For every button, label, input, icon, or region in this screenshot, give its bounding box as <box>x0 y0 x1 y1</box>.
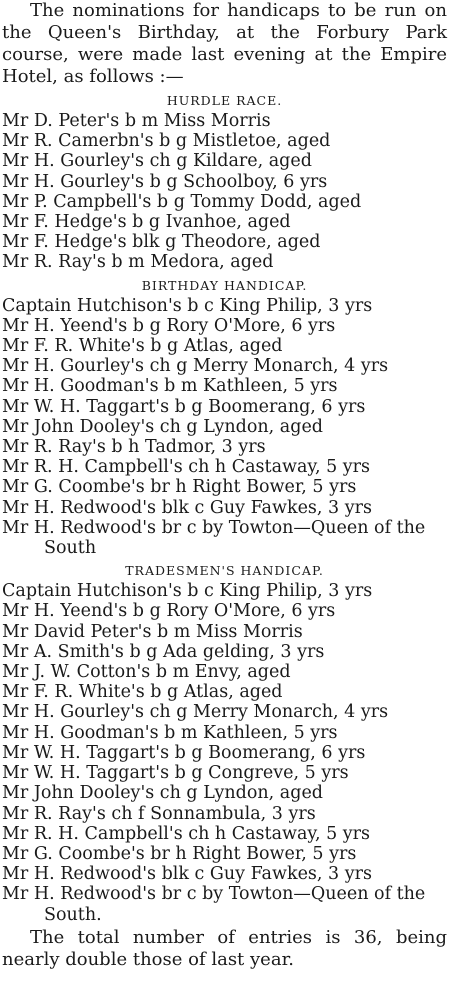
nomination-entry: Mr W. H. Taggart's b g Boomerang, 6 yrs <box>2 742 366 763</box>
section-heading: HURDLE RACE. <box>166 93 283 108</box>
nomination-entry: Mr P. Campbell's b g Tommy Dodd, aged <box>2 191 362 212</box>
nomination-entry: Mr H. Redwood's blk c Guy Fawkes, 3 yrs <box>2 497 372 518</box>
article <box>2 0 447 971</box>
nomination-entry: Mr D. Peter's b m Miss Morris <box>2 111 271 131</box>
nomination-entry: Mr G. Coombe's br h Right Bower, 5 yrs <box>2 843 357 864</box>
section-heading: TRADESMEN'S HANDICAP. <box>125 563 324 579</box>
nomination-entry: Mr David Peter's b m Miss Morris <box>2 621 303 642</box>
nomination-entry: Mr F. Hedge's b g Ivanhoe, aged <box>2 212 291 233</box>
nomination-entry: Mr R. Ray's b m Medora, aged <box>2 252 274 273</box>
closing-paragraph: The total number of entries is 36, being nearly double those of last year. <box>2 926 447 970</box>
nomination-entry: Mr H. Goodman's b m Kathleen, 5 yrs <box>2 376 338 397</box>
nomination-entry: Mr H. Yeend's b g Rory O'More, 6 yrs <box>2 601 336 622</box>
nomination-entry: Mr W. H. Taggart's b g Boomerang, 6 yrs <box>2 396 366 417</box>
race-sections <box>2 92 447 925</box>
nomination-entry: Mr H. Gourley's b g Schoolboy, 6 yrs <box>2 171 328 192</box>
nomination-entry: Mr John Dooley's ch g Lyndon, aged <box>2 416 323 437</box>
nomination-entry: Mr R. Ray's ch f Sonnambula, 3 yrs <box>2 803 316 824</box>
nomination-entry: Mr H. Redwood's blk c Guy Fawkes, 3 yrs <box>2 864 372 885</box>
nomination-entry: Mr H. Goodman's b m Kathleen, 5 yrs <box>2 722 338 743</box>
nomination-entry: Mr R. Camerbn's b g Mistletoe, aged <box>2 131 331 152</box>
section-heading: BIRTHDAY HANDICAP. <box>141 277 308 293</box>
nomination-entry: Mr F. R. White's b g Atlas, aged <box>2 336 283 357</box>
nomination-entry: Mr H. Redwood's br c by Towton—Queen of the South <box>2 517 426 559</box>
nomination-entry: Mr H. Gourley's ch g Merry Monarch, 4 yrs <box>2 356 389 377</box>
nomination-entry: Mr H. Gourley's ch g Kildare, aged <box>2 151 312 172</box>
nomination-entry: Mr R. H. Campbell's ch h Castaway, 5 yrs <box>2 823 371 844</box>
nomination-entry: Mr F. Hedge's blk g Theodore, aged <box>2 232 321 253</box>
intro-paragraph: The nominations for handicaps to be run on the Queen's Birthday, at the Forbury Park course, were made last evening at the Empire Hotel, as follows :— <box>2 0 447 87</box>
nomination-entry: Mr W. H. Taggart's b g Congreve, 5 yrs <box>2 763 349 784</box>
nomination-entry: Mr J. W. Cotton's b m Envy, aged <box>2 662 291 683</box>
nomination-entry: Mr R. Ray's b h Tadmor, 3 yrs <box>2 437 266 458</box>
nomination-entry: Mr John Dooley's ch g Lyndon, aged <box>2 783 323 804</box>
nomination-entry: Mr H. Yeend's b g Rory O'More, 6 yrs <box>2 315 336 336</box>
nomination-entry: Mr G. Coombe's br h Right Bower, 5 yrs <box>2 477 357 498</box>
nomination-entry: Captain Hutchison's b c King Philip, 3 yrs <box>2 581 373 602</box>
nomination-entry: Mr H. Redwood's br c by Towton—Queen of the South. <box>2 884 426 925</box>
nomination-entry: Mr A. Smith's b g Ada gelding, 3 yrs <box>2 641 325 662</box>
nomination-entry: Mr F. R. White's b g Atlas, aged <box>2 682 283 703</box>
nomination-entry: Mr R. H. Campbell's ch h Castaway, 5 yrs <box>2 457 371 478</box>
nomination-entry: Mr H. Gourley's ch g Merry Monarch, 4 yrs <box>2 702 389 723</box>
nomination-entry: Captain Hutchison's b c King Philip, 3 yrs <box>2 295 373 316</box>
